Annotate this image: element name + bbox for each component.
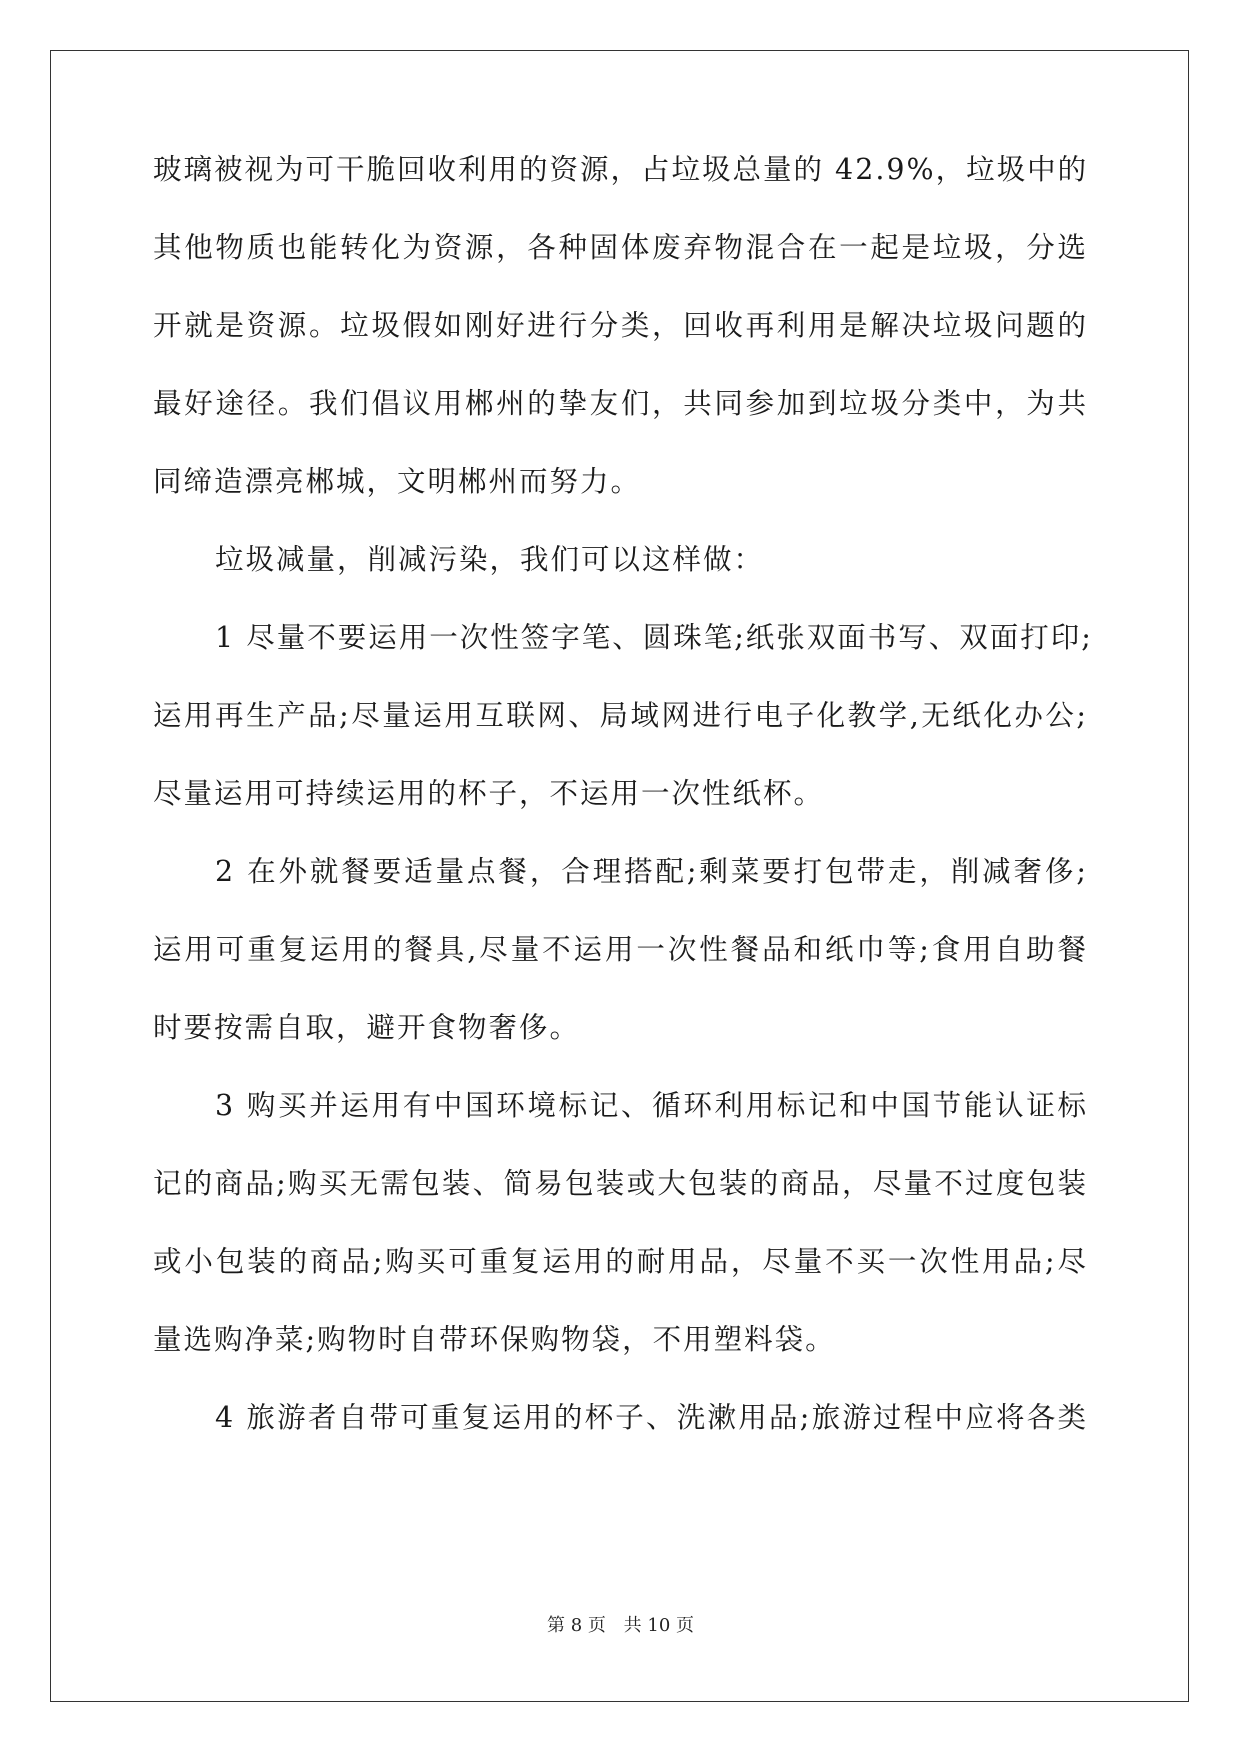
paragraph-line: 垃圾减量，削减污染，我们可以这样做：: [215, 543, 765, 576]
paragraph-line: 开就是资源。垃圾假如刚好进行分类，回收再利用是解决垃圾问题的: [153, 309, 1088, 342]
paragraph-line: 其他物质也能转化为资源，各种固体废弃物混合在一起是垃圾，分选: [153, 231, 1088, 264]
page-footer: [0, 1614, 1241, 1638]
paragraph-line: 运用再生产品;尽量运用互联网、局域网进行电子化教学,无纸化办公;: [153, 699, 1088, 732]
paragraph-line: 2 在外就餐要适量点餐，合理搭配;剩菜要打包带走，削减奢侈;: [215, 855, 1088, 888]
paragraph-line: 同缔造漂亮郴城，文明郴州而努力。: [153, 465, 642, 498]
paragraph-line: 时要按需自取，避开食物奢侈。: [153, 1011, 581, 1044]
paragraph-line: 1 尽量不要运用一次性签字笔、圆珠笔;纸张双面书写、双面打印;: [215, 621, 1093, 654]
paragraph-line: 4 旅游者自带可重复运用的杯子、洗漱用品;旅游过程中应将各类: [215, 1401, 1088, 1434]
page-number: 第 8 页: [547, 1615, 606, 1636]
paragraph-line: 量选购净菜;购物时自带环保购物袋，不用塑料袋。: [153, 1323, 836, 1356]
paragraph-line: 运用可重复运用的餐具,尽量不运用一次性餐品和纸巾等;食用自助餐: [153, 933, 1088, 966]
paragraph-line: 玻璃被视为可干脆回收利用的资源，占垃圾总量的 42.9%，垃圾中的: [153, 153, 1089, 186]
paragraph-line: 3 购买并运用有中国环境标记、循环利用标记和中国节能认证标: [215, 1089, 1088, 1122]
paragraph-line: 最好途径。我们倡议用郴州的挚友们，共同参加到垃圾分类中，为共: [153, 387, 1088, 420]
paragraph-line: 尽量运用可持续运用的杯子，不运用一次性纸杯。: [153, 777, 825, 810]
page-total: 共 10 页: [623, 1615, 694, 1636]
paragraph-line: 或小包装的商品;购买可重复运用的耐用品，尽量不买一次性用品;尽: [153, 1245, 1088, 1278]
paragraph-line: 记的商品;购买无需包装、简易包装或大包装的商品，尽量不过度包装: [153, 1167, 1088, 1200]
